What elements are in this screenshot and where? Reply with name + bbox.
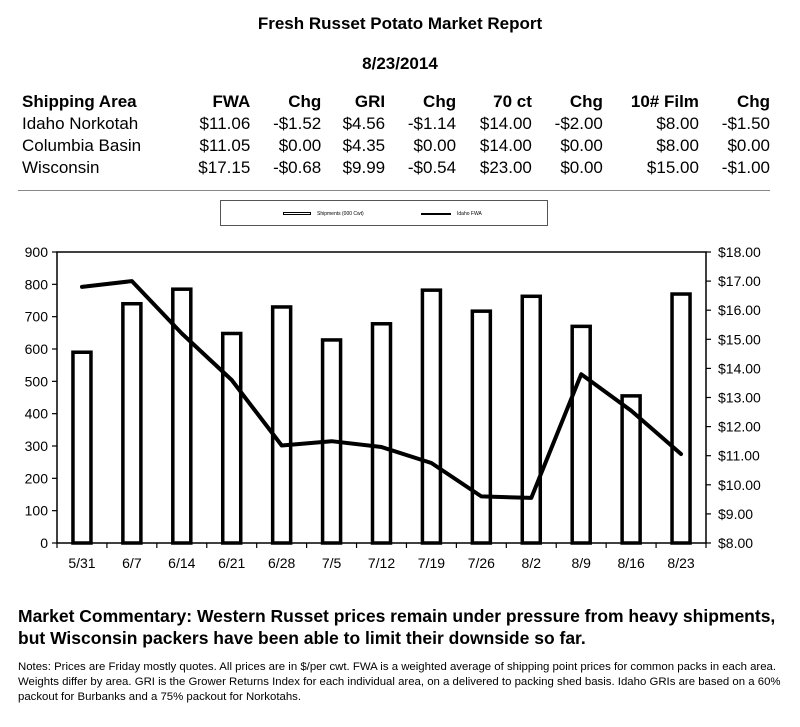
- table-cell: $9.99: [342, 158, 386, 177]
- x-tick-label: 6/7: [122, 555, 142, 571]
- left-tick-label: 300: [24, 438, 48, 454]
- x-tick-label: 7/19: [417, 555, 446, 571]
- left-tick-label: 800: [24, 276, 48, 293]
- right-tick-label: $18.00: [718, 244, 761, 260]
- table-cell: $23.00: [479, 158, 532, 177]
- header-fwa: FWA: [212, 92, 251, 111]
- right-tick-label: $8.00: [718, 535, 754, 551]
- shipment-bar: [73, 352, 91, 543]
- table-divider: [18, 190, 770, 191]
- right-tick-label: $12.00: [718, 418, 761, 435]
- table-cell: -$1.52: [273, 114, 322, 133]
- right-tick-label: $11.00: [718, 447, 760, 464]
- table-cell: Idaho Norkotah: [22, 114, 139, 133]
- table-cell: $14.00: [479, 136, 532, 155]
- table-cell: Wisconsin: [22, 158, 100, 177]
- table-cell: -$1.14: [407, 114, 457, 133]
- header-10lb-film: 10# Film: [630, 92, 699, 111]
- table-cell: $4.35: [342, 136, 386, 155]
- table-cell: $0.00: [560, 158, 603, 177]
- header-gri: GRI: [354, 92, 386, 111]
- header-gri-chg: Chg: [423, 92, 457, 111]
- x-tick-label: 6/28: [268, 555, 296, 571]
- table-cell: -$1.50: [721, 114, 770, 133]
- shipment-bar: [223, 333, 241, 543]
- table-cell: $17.15: [198, 158, 251, 177]
- price-table-header: [18, 91, 774, 113]
- notes: Notes: Prices are Friday mostly quotes. All prices are in $/per cwt. FWA is a weighted average of shipping point prices for common packs in each area. Weights differ by area. GRI is the Grower Returns Index for each individual area, on a delivered to packing shed basis. Idaho GRIs are based on a 60% packout for Burbanks and a 75% packout for Norkotahs.: [18, 661, 781, 703]
- left-tick-label: 700: [24, 308, 48, 325]
- table-cell: -$2.00: [554, 114, 603, 133]
- shipment-bar: [273, 307, 291, 543]
- table-row: [18, 113, 774, 135]
- x-tick-label: 8/23: [667, 555, 695, 571]
- table-cell: $11.05: [199, 136, 251, 155]
- table-cell: $8.00: [656, 136, 699, 155]
- header-shipping-area: Shipping Area: [22, 92, 137, 111]
- left-tick-label: 400: [24, 405, 48, 422]
- header-fwa-chg: Chg: [288, 92, 322, 111]
- header-70ct: 70 ct: [493, 92, 532, 111]
- shipment-bar: [672, 294, 690, 543]
- x-tick-label: 8/16: [617, 555, 645, 571]
- left-tick-label: 600: [24, 341, 48, 357]
- shipment-bar: [123, 304, 141, 543]
- shipments-price-chart: [0, 232, 800, 592]
- chart-legend: [220, 200, 548, 226]
- left-tick-label: 0: [40, 535, 48, 551]
- right-tick-label: $15.00: [718, 331, 761, 348]
- table-cell: Columbia Basin: [22, 136, 142, 155]
- table-cell: $8.00: [656, 114, 699, 133]
- table-cell: $11.06: [199, 114, 251, 133]
- right-axis: [706, 244, 761, 551]
- shipment-bar: [572, 326, 590, 543]
- left-tick-label: 900: [24, 244, 48, 260]
- left-axis: [25, 244, 57, 551]
- right-tick-label: $16.00: [718, 302, 761, 319]
- shipments-bars: [73, 289, 690, 543]
- price-table: [18, 91, 774, 179]
- table-cell: -$0.68: [273, 158, 322, 177]
- shipment-bar: [373, 324, 391, 543]
- table-cell: $0.00: [278, 136, 322, 155]
- table-cell: -$0.54: [407, 158, 457, 177]
- right-tick-label: $10.00: [718, 476, 761, 493]
- market-commentary: Market Commentary: Western Russet prices remain under pressure from heavy shipments, but Wisconsin packers have been able to limit their downside so far.: [18, 606, 776, 648]
- table-row: [18, 157, 774, 179]
- table-cell: $4.56: [342, 114, 386, 133]
- right-tick-label: $17.00: [718, 273, 761, 290]
- report-date: 8/23/2014: [362, 54, 438, 73]
- table-cell: $0.00: [560, 136, 603, 155]
- table-row: [18, 135, 774, 157]
- right-tick-label: $13.00: [718, 389, 761, 406]
- x-axis: [57, 543, 706, 571]
- x-tick-label: 6/14: [168, 555, 196, 571]
- x-tick-label: 8/9: [571, 555, 591, 571]
- header-10lb-film-chg: Chg: [736, 92, 770, 111]
- shipment-bar: [522, 296, 540, 543]
- right-tick-label: $14.00: [718, 360, 761, 377]
- left-tick-label: 500: [24, 373, 48, 390]
- header-70ct-chg: Chg: [569, 92, 603, 111]
- table-cell: $0.00: [727, 136, 770, 155]
- table-cell: -$1.00: [721, 158, 770, 177]
- right-tick-label: $9.00: [718, 505, 754, 522]
- report-title: Fresh Russet Potato Market Report: [257, 14, 543, 33]
- legend-swatch-idaho-fwa: [421, 213, 451, 215]
- shipment-bar: [422, 290, 440, 543]
- table-cell: $0.00: [413, 136, 457, 155]
- left-tick-label: 200: [24, 470, 48, 487]
- x-tick-label: 7/26: [467, 555, 495, 571]
- x-tick-label: 6/21: [218, 555, 246, 571]
- x-tick-label: 7/12: [367, 555, 396, 571]
- x-tick-label: 8/2: [521, 555, 542, 571]
- x-tick-label: 5/31: [68, 555, 96, 571]
- table-cell: $14.00: [479, 114, 532, 133]
- left-tick-label: 100: [24, 502, 48, 519]
- x-tick-label: 7/5: [321, 555, 342, 571]
- legend-swatch-shipments: [283, 212, 311, 215]
- shipment-bar: [472, 311, 490, 543]
- legend-label-idaho-fwa: Idaho FWA: [457, 211, 482, 217]
- legend-label-shipments: Shipments (000 Cwt): [317, 211, 364, 217]
- table-cell: $15.00: [646, 158, 699, 177]
